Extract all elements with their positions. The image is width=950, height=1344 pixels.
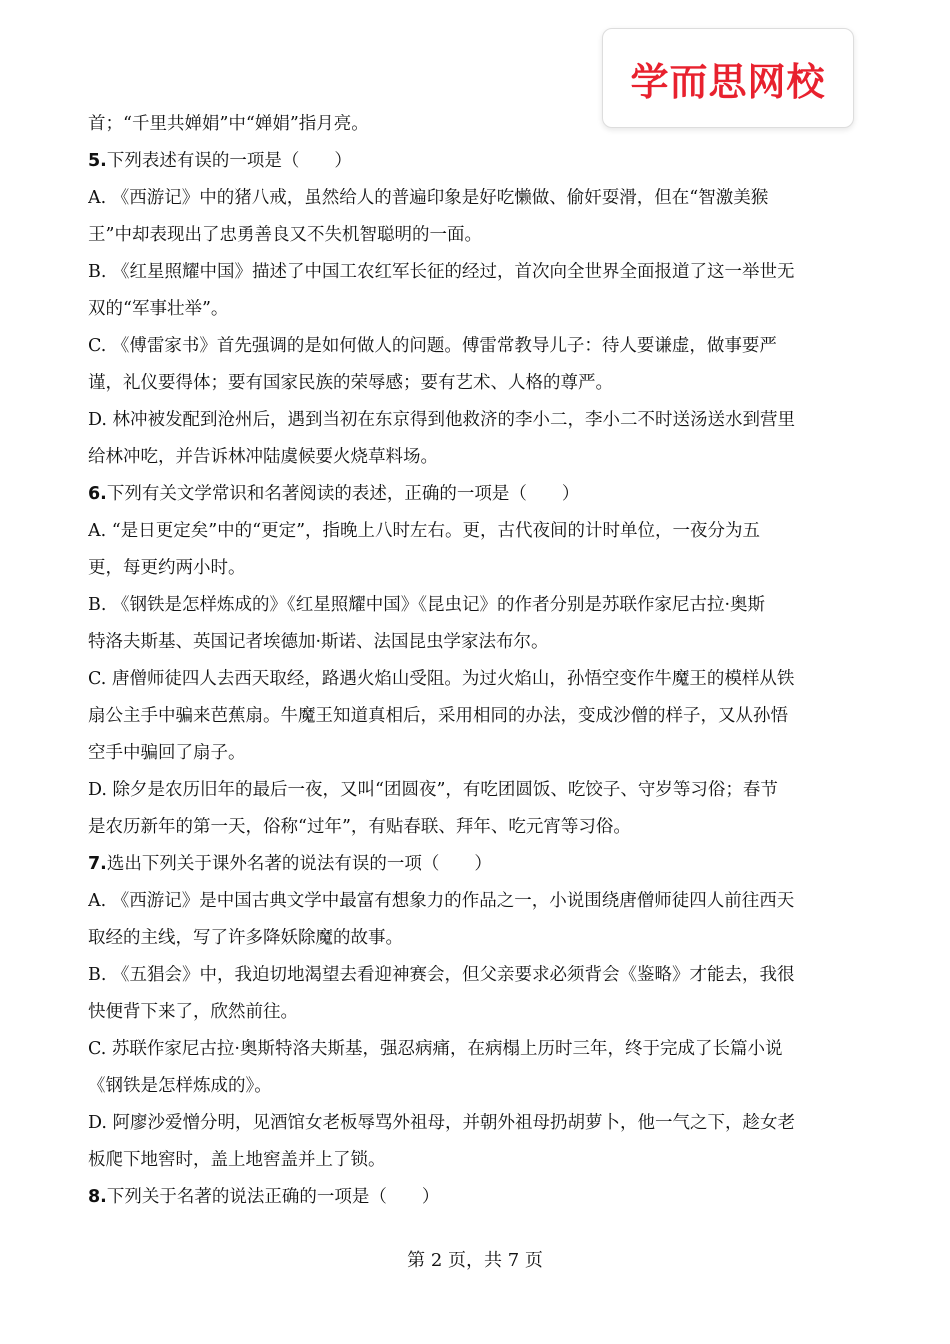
text-line: D. 阿廖沙爱憎分明，见酒馆女老板辱骂外祖母，并朝外祖母扔胡萝卜，他一气之下，趁女老 <box>88 1113 796 1133</box>
text-line: 空手中骗回了扇子。 <box>88 743 246 763</box>
brand-logo-text: 学而思网校 <box>630 59 826 104</box>
text-line: 快便背下来了，欣然前往。 <box>88 1002 298 1022</box>
text-line: A. 《西游记》中的猪八戒，虽然给人的普遍印象是好吃懒做、偷奸耍滑，但在“智激美猴 <box>88 188 769 208</box>
text-line: 扇公主手中骗来芭蕉扇。牛魔王知道真相后，采用相同的办法，变成沙僧的样子，又从孙悟 <box>88 706 788 726</box>
text-line: 双的“军事壮举”。 <box>88 299 229 319</box>
document-body <box>88 106 864 1216</box>
text-line: B. 《红星照耀中国》描述了中国工农红军长征的经过，首次向全世界全面报道了这一举世无 <box>88 262 795 282</box>
question-stem <box>88 846 864 883</box>
question-stem <box>88 143 864 180</box>
question-text: 下列关于名著的说法正确的一项是（ ） <box>106 1187 440 1207</box>
text-line: B. 《五猖会》中，我迫切地渴望去看迎神赛会，但父亲要求必须背会《鉴略》才能去，我很 <box>88 965 795 985</box>
text-line: D. 除夕是农历旧年的最后一夜，又叫“团圆夜”，有吃团圆饭、吃饺子、守岁等习俗；春节 <box>88 780 778 800</box>
question-text: 选出下列关于课外名著的说法有误的一项（ ） <box>106 854 492 874</box>
question-text: 下列表述有误的一项是（ ） <box>106 151 352 171</box>
question-stem <box>88 1179 864 1216</box>
text-line: 谨，礼仪要得体；要有国家民族的荣辱感；要有艺术、人格的尊严。 <box>88 373 613 393</box>
question-number: 7. <box>88 854 107 874</box>
question-number: 6. <box>88 484 107 504</box>
text-line: 取经的主线，写了许多降妖除魔的故事。 <box>88 928 403 948</box>
text-line: B. 《钢铁是怎样炼成的》《红星照耀中国》《昆虫记》的作者分别是苏联作家尼古拉·奥斯 <box>88 595 766 615</box>
question-stem <box>88 476 864 513</box>
text-line: A. “是日更定矣”中的“更定”，指晚上八时左右。更，古代夜间的计时单位，一夜分为五 <box>88 521 761 541</box>
text-line: 首；“千里共婵娟”中“婵娟”指月亮。 <box>88 114 369 134</box>
question-text: 下列有关文学常识和名著阅读的表述，正确的一项是（ ） <box>106 484 580 504</box>
text-line: C. 苏联作家尼古拉·奥斯特洛夫斯基，强忍病痛，在病榻上历时三年，终于完成了长篇小说 <box>88 1039 783 1059</box>
question-number: 5. <box>88 151 107 171</box>
text-line: 王”中却表现出了忠勇善良又不失机智聪明的一面。 <box>88 225 482 245</box>
page-footer: 第 2 页，共 7 页 <box>407 1250 543 1271</box>
text-line: 更，每更约两小时。 <box>88 558 246 578</box>
question-number: 8. <box>88 1187 107 1207</box>
text-line: 板爬下地窖时，盖上地窖盖并上了锁。 <box>88 1150 386 1170</box>
text-line: 特洛夫斯基、英国记者埃德加·斯诺、法国昆虫学家法布尔。 <box>88 632 549 652</box>
text-line: C. 唐僧师徒四人去西天取经，路遇火焰山受阻。为过火焰山，孙悟空变作牛魔王的模样从铁 <box>88 669 795 689</box>
text-line: 是农历新年的第一天，俗称“过年”，有贴春联、拜年、吃元宵等习俗。 <box>88 817 631 837</box>
text-line: A. 《西游记》是中国古典文学中最富有想象力的作品之一，小说围绕唐僧师徒四人前往西天 <box>88 891 795 911</box>
text-line: D. 林冲被发配到沧州后，遇到当初在东京得到他救济的李小二，李小二不时送汤送水到营里 <box>88 410 796 430</box>
text-line: C. 《傅雷家书》首先强调的是如何做人的问题。傅雷常教导儿子：待人要谦虚，做事要严 <box>88 336 777 356</box>
text-line: 《钢铁是怎样炼成的》。 <box>88 1076 272 1096</box>
text-line: 给林冲吃，并告诉林冲陆虞候要火烧草料场。 <box>88 447 438 467</box>
